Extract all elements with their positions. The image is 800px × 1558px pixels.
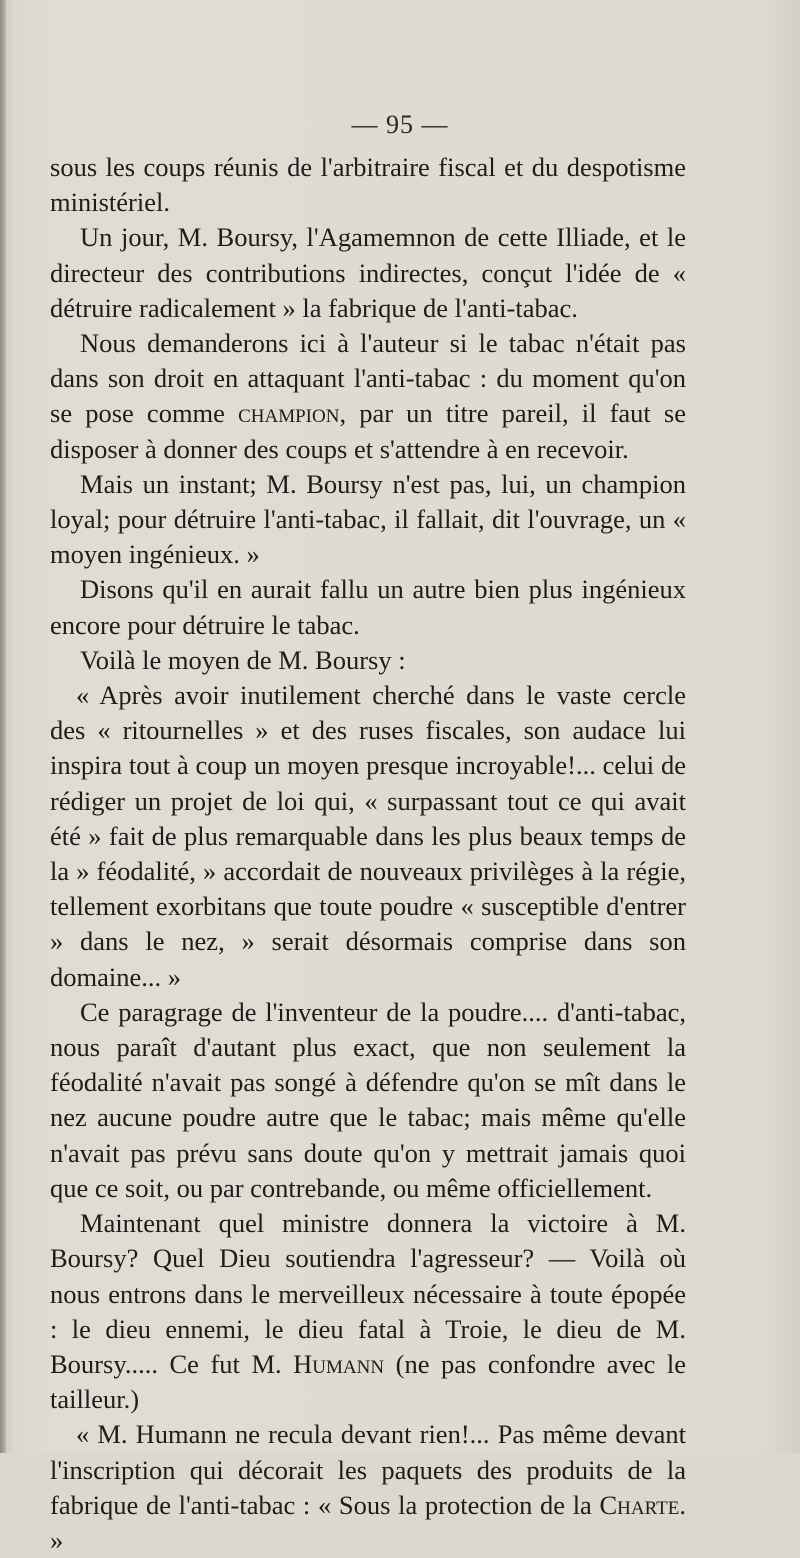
paragraph-7-quote: « Après avoir inutilement cherché dans le vaste cercle des « ritournelles » et des ruses fiscales, son audace lui inspira tout à coup un moyen presque incroyable!... celui de rédiger un projet de loi qui, « surpassant tout ce qui avait été » fait de plus remarquable dans les plus beaux temps de la » féodalité, » accordait de nouveaux privilèges à la régie, tellement exorbitans que toute poudre « susceptible d'entrer » dans le nez, » serait désormais comprise dans son domaine... » — [50, 680, 686, 992]
body-text — [50, 150, 686, 1558]
small-caps-name: Humann — [293, 1348, 385, 1379]
paragraph-2: Un jour, M. Boursy, l'Agamemnon de cette Illiade, et le directeur des contributions indirectes, conçut l'idée de « détruire radicalement » la fabrique de l'anti-tabac. — [50, 222, 686, 323]
paragraph-5: Disons qu'il en aurait fallu un autre bien plus ingénieux encore pour détruire le tabac. — [50, 574, 686, 640]
paragraph-3: Nous demanderons ici à l'auteur si le tabac n'était pas dans son droit en attaquant l'anti-tabac : du moment qu'on se pose comme champion, par un titre pareil, il faut se disposer à donner des coups et s'attendre à en recevoir. — [50, 328, 686, 464]
page-gutter-edge — [0, 0, 6, 1453]
paragraph-9: Maintenant quel ministre donnera la victoire à M. Boursy? Quel Dieu soutiendra l'agresseur? — Voilà où nous entrons dans le merveilleux nécessaire à toute épopée : le dieu ennemi, le dieu fatal à Troie, le dieu de M. Boursy..... Ce fut M. Humann (ne pas confondre avec le tailleur.) — [50, 1208, 687, 1415]
paragraph-10-quote: « M. Humann ne recula devant rien!... Pas même devant l'inscription qui décorait les paquets des produits de la fabrique de l'anti-tabac : « Sous la protection de la Charte. » — [50, 1419, 686, 1555]
paragraph-4: Mais un instant; M. Boursy n'est pas, lui, un champion loyal; pour détruire l'anti-tabac, il fallait, dit l'ouvrage, un « moyen ingénieux. » — [50, 468, 686, 570]
paragraph-1: sous les coups réunis de l'arbitraire fiscal et du despotisme ministériel. — [50, 152, 686, 218]
small-caps-word: champion — [238, 398, 340, 429]
small-caps-word: Charte — [599, 1489, 680, 1520]
paragraph-6: Voilà le moyen de M. Boursy : — [80, 644, 406, 675]
page-number: — 95 — — [351, 110, 449, 139]
paragraph-8: Ce paragrage de l'inventeur de la poudre.... d'anti-tabac, nous paraît d'autant plus exact, que non seulement la féodalité n'avait pas songé à défendre qu'on se mît dans le nez aucune poudre autre que le tabac; mais même qu'elle n'avait pas prévu sans doute qu'on y mettrait jamais quoi que ce soit, ou par contrebande, ou même officiellement. — [50, 996, 686, 1203]
